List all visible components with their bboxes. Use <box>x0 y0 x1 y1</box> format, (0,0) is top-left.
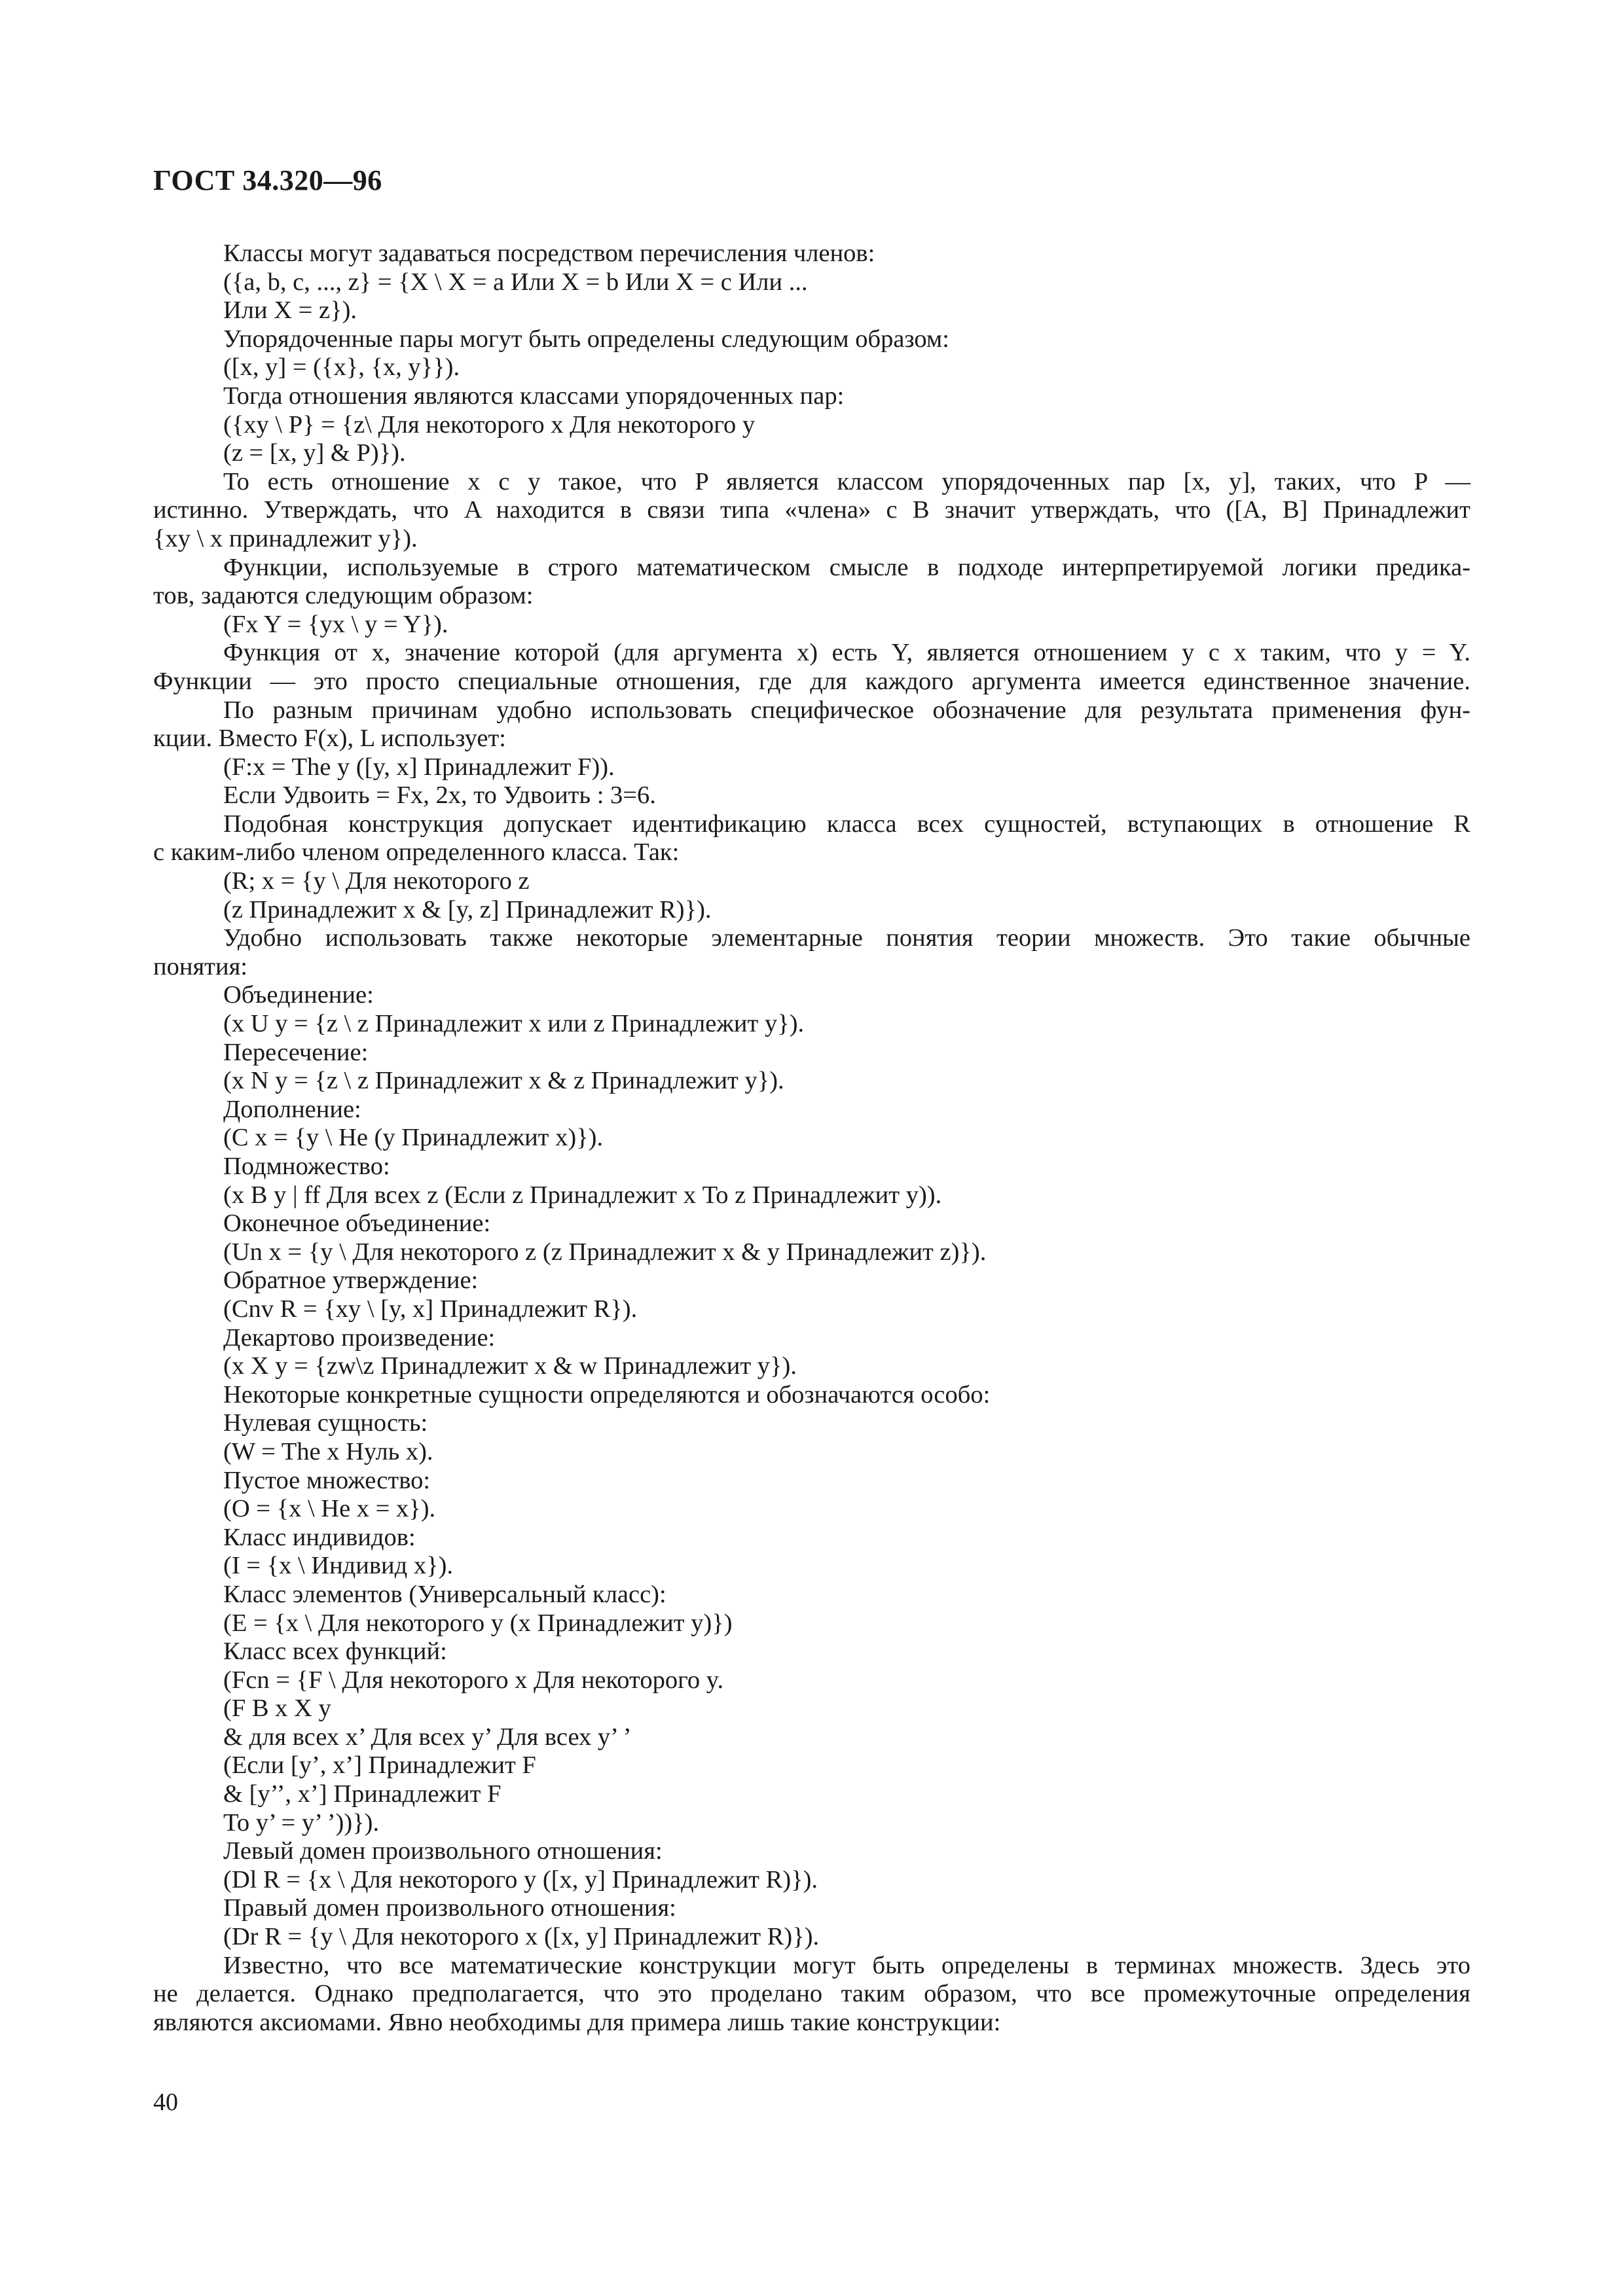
text-line: ([x, y] = ({x}, {x, y}}). <box>223 353 460 382</box>
text-line: не делается. Однако предполагается, что это проделано таким образом, что все промежуточные определения <box>153 1980 1470 2008</box>
text-line: (Fx Y = {yx \ y = Y}). <box>223 610 448 638</box>
text-line: с каким-либо членом определенного класса. Так: <box>153 838 680 867</box>
text-line: (Dl R = {x \ Для некоторого y ([x, y] Принадлежит R)}). <box>223 1865 818 1893</box>
text-line: Правый домен произвольного отношения: <box>223 1894 676 1922</box>
text-line: Оконечное объединение: <box>223 1210 491 1238</box>
text-line: (Если [y’, x’] Принадлежит F <box>223 1751 536 1780</box>
text-line: (z = [x, y] & P)}). <box>223 439 406 467</box>
text-line: (Fcn = {F \ Для некоторого x Для некоторого y. <box>223 1666 724 1694</box>
text-line: Функции, используемые в строго математическом смысле в подходе интерпретируемой логики предика- <box>223 553 1470 581</box>
text-line: Или X = z}). <box>223 296 357 325</box>
text-line: Нулевая сущность: <box>223 1409 428 1437</box>
text-line: Класс элементов (Универсальный класс): <box>223 1580 666 1608</box>
text-line: (Cnv R = {xy \ [y, x] Принадлежит R}). <box>223 1295 638 1323</box>
text-line: Пустое множество: <box>223 1466 431 1494</box>
text-line: Удобно использовать также некоторые элементарные понятия теории множеств. Это такие обычные <box>223 924 1470 952</box>
text-line: Класс всех функций: <box>223 1638 447 1666</box>
text-line: (R; x = {y \ Для некоторого z <box>223 867 530 895</box>
text-line: (x U y = {z \ z Принадлежит x или z Принадлежит y}). <box>223 1010 805 1038</box>
text-line: Упорядоченные пары могут быть определены следующим образом: <box>223 325 949 353</box>
text-line: (F:x = The y ([y, x] Принадлежит F)). <box>223 753 615 781</box>
text-line: Подобная конструкция допускает идентификацию класса всех сущностей, вступающих в отношение R <box>223 810 1470 838</box>
text-line: ({a, b, c, ..., z} = {X \ X = a Или X = b Или X = c Или ... <box>223 268 808 296</box>
text-line: (I = {x \ Индивид x}). <box>223 1552 454 1580</box>
text-line: Если Удвоить = Fx, 2x, то Удвоить : 3=6. <box>223 781 656 810</box>
text-line: (x B y | ff Для всех z (Если z Принадлежит x То z Принадлежит y)). <box>223 1181 942 1209</box>
text-line: (C x = {y \ He (y Принадлежит x)}). <box>223 1124 604 1152</box>
text-line: (z Принадлежит x & [y, z] Принадлежит R)}). <box>223 895 712 924</box>
text-line: Обратное утверждение: <box>223 1266 479 1295</box>
text-line: (Dr R = {y \ Для некоторого x ([x, y] Принадлежит R)}). <box>223 1923 820 1951</box>
text-line: (x X y = {zw\z Принадлежит x & w Принадлежит y}). <box>223 1352 797 1380</box>
text-line: Подмножество: <box>223 1153 390 1180</box>
text-line: Известно, что все математические конструкции могут быть определены в терминах множеств. Здесь это <box>223 1951 1470 1979</box>
text-line: Классы могут задаваться посредством перечисления членов: <box>223 240 875 267</box>
text-line: & для всех x’ Для всех y’ Для всех y’ ’ <box>223 1723 632 1751</box>
text-line: Некоторые конкретные сущности определяются и обозначаются особо: <box>223 1380 991 1408</box>
text-line: Тогда отношения являются классами упорядоченных пар: <box>223 382 845 410</box>
body-text <box>153 240 1470 2037</box>
text-line: (W = The x Нуль x). <box>223 1437 433 1465</box>
text-line: (F B x X y <box>223 1695 331 1723</box>
text-line: Левый домен произвольного отношения: <box>223 1837 663 1865</box>
text-line: Функция от x, значение которой (для аргумента x) есть Y, является отношением y с x таким, что y = Y. <box>223 639 1470 667</box>
text-line: тов, задаются следующим образом: <box>153 582 534 610</box>
text-line: Декартово произведение: <box>223 1323 496 1352</box>
text-line: истинно. Утверждать, что A находится в связи типа «члена» с B значит утверждать, что ([A, B] Принадлежит <box>153 496 1470 524</box>
text-line: То есть отношение x с y такое, что P является классом упорядоченных пар [x, y], таких, что P — <box>223 467 1470 495</box>
text-line: По разным причинам удобно использовать специфическое обозначение для результата применения фун- <box>223 696 1470 724</box>
text-line: (O = {x \ He x = x}). <box>223 1495 436 1523</box>
text-line: Дополнение: <box>223 1095 361 1123</box>
text-line: & [y’’, x’] Принадлежит F <box>223 1780 501 1808</box>
text-line: (x N y = {z \ z Принадлежит x & z Принадлежит y}). <box>223 1067 784 1095</box>
text-line: кции. Вместо F(x), L использует: <box>153 725 506 753</box>
page-number: 40 <box>153 2089 178 2116</box>
text-line: {xy \ x принадлежит y}). <box>153 524 418 552</box>
text-line: Объединение: <box>223 981 374 1009</box>
text-line: являются аксиомами. Явно необходимы для примера лишь такие конструкции: <box>153 2008 1001 2036</box>
text-line: Функции — это просто специальные отношения, где для каждого аргумента имеется единственное значение. <box>153 667 1470 695</box>
document-header: ГОСТ 34.320—96 <box>153 164 382 196</box>
text-line: понятия: <box>153 952 247 980</box>
text-line: ({xy \ P} = {z\ Для некоторого x Для некоторого y <box>223 410 756 439</box>
text-line: (Un x = {y \ Для некоторого z (z Принадлежит x & y Принадлежит z)}). <box>223 1238 987 1266</box>
text-line: Класс индивидов: <box>223 1523 416 1551</box>
text-line: To y’ = y’ ’))}). <box>223 1808 380 1837</box>
text-line: Пересечение: <box>223 1038 369 1066</box>
text-line: (E = {x \ Для некоторого y (x Принадлежит y)}) <box>223 1609 733 1637</box>
